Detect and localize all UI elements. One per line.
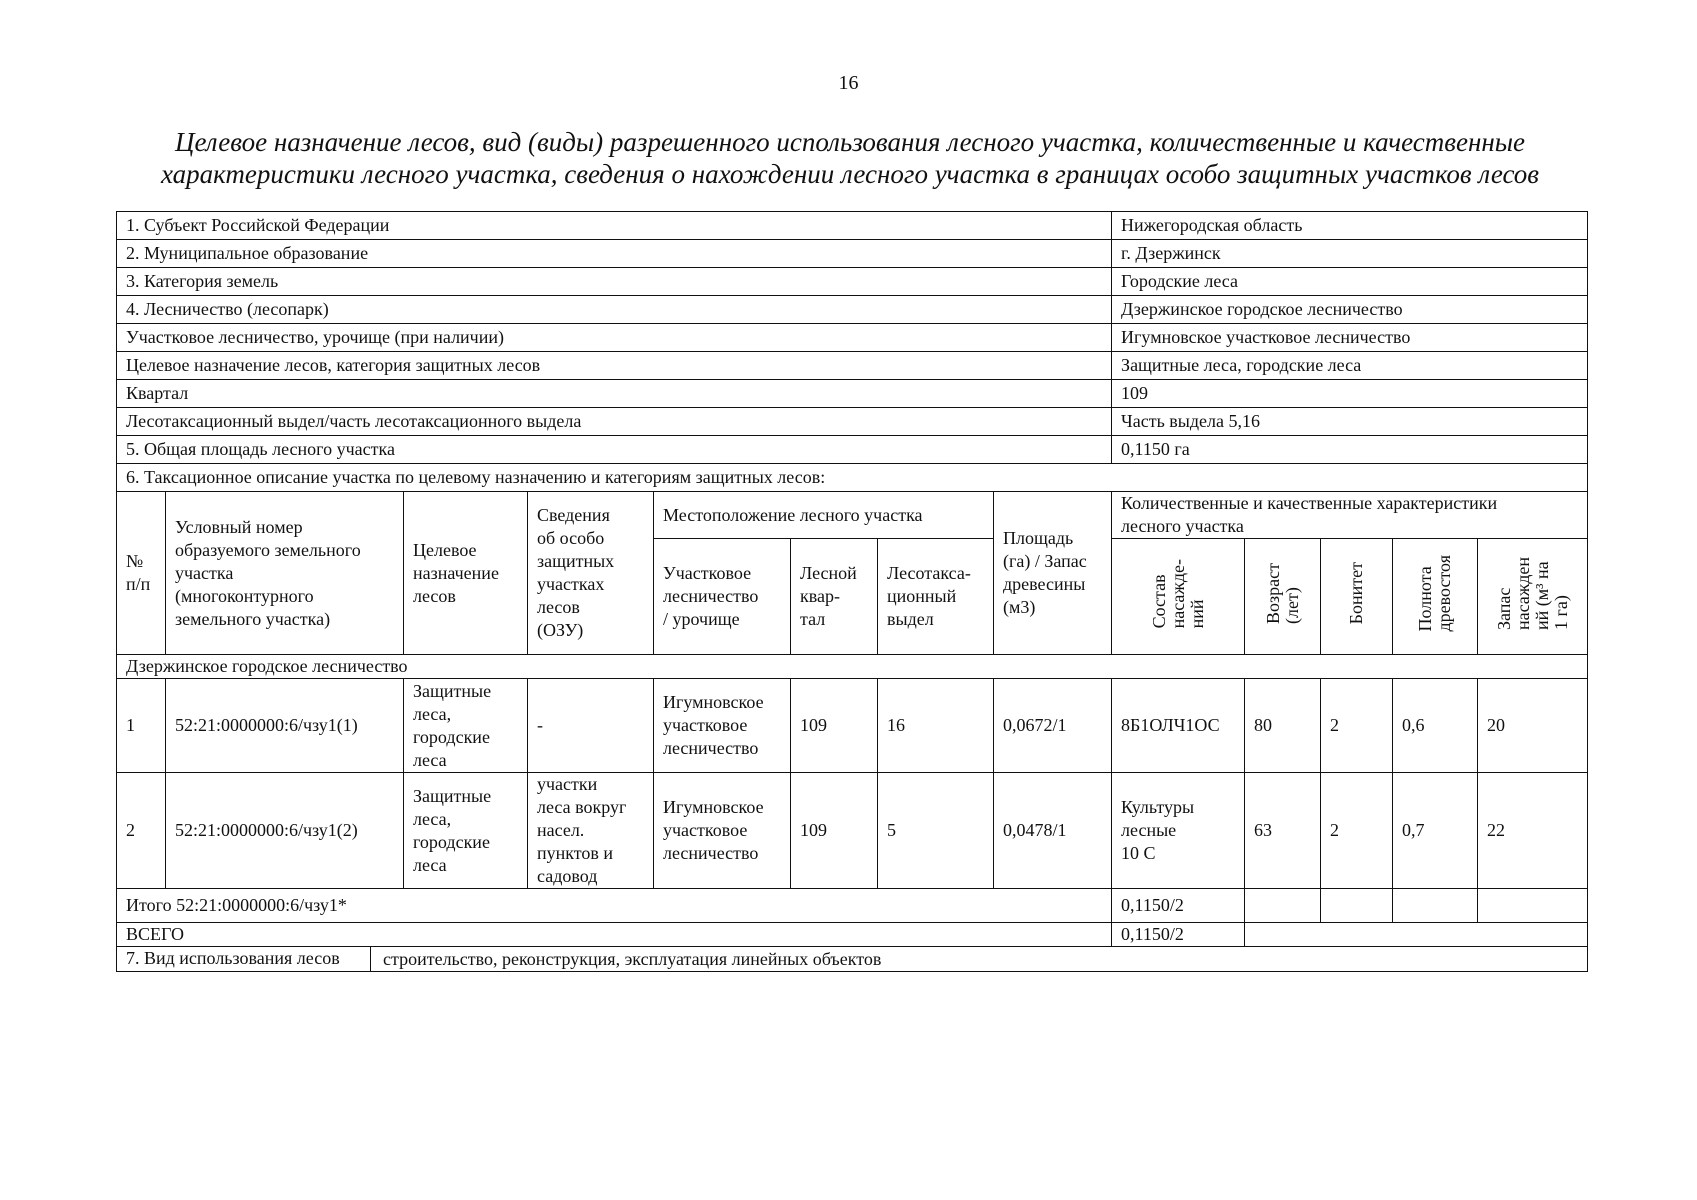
subtotal-empty xyxy=(1245,889,1321,923)
header-stock: Запас насажден ий (м³ на 1 га) xyxy=(1493,556,1571,631)
row-quarter: 109 xyxy=(791,679,878,773)
header-bonitet-cell xyxy=(1321,539,1393,655)
row-stock: 22 xyxy=(1478,773,1588,889)
info-value: Дзержинское городское лесничество xyxy=(1112,296,1588,324)
info-row xyxy=(117,352,1588,380)
row-district: Игумновское участковое лесничество xyxy=(654,679,791,773)
info-row xyxy=(117,380,1588,408)
usage-row xyxy=(117,947,1588,972)
row-bonitet: 2 xyxy=(1321,773,1393,889)
row-composition: Культуры лесные 10 С xyxy=(1112,773,1245,889)
info-row xyxy=(117,324,1588,352)
row-density: 0,6 xyxy=(1393,679,1478,773)
usage-cell xyxy=(117,947,1588,972)
total-area: 0,1150/2 xyxy=(1112,923,1245,947)
section-6-title: 6. Таксационное описание участка по целевому назначению и категориям защитных лесов: xyxy=(117,464,1588,492)
row-ozu: - xyxy=(528,679,654,773)
row-age: 63 xyxy=(1245,773,1321,889)
info-value: Городские леса xyxy=(1112,268,1588,296)
header-age-cell xyxy=(1245,539,1321,655)
title-line-1: Целевое назначение лесов, вид (виды) разрешенного использования лесного участка, количественные и качественные xyxy=(174,127,1525,157)
header-age: Возраст (лет) xyxy=(1262,563,1302,624)
row-stock: 20 xyxy=(1478,679,1588,773)
info-value: 109 xyxy=(1112,380,1588,408)
section-6-title-row xyxy=(117,464,1588,492)
subtotal-row xyxy=(117,889,1588,923)
info-value: 0,1150 га xyxy=(1112,436,1588,464)
header-cond-number: Условный номер образуемого земельного участка (многоконтурного земельного участка) xyxy=(166,492,404,655)
header-stock-cell xyxy=(1478,539,1588,655)
header-section: Лесотакса- ционный выдел xyxy=(878,539,994,655)
row-bonitet: 2 xyxy=(1321,679,1393,773)
subtotal-area: 0,1150/2 xyxy=(1112,889,1245,923)
header-composition: Состав насажде- ний xyxy=(1148,558,1207,629)
row-area: 0,0478/1 xyxy=(994,773,1112,889)
document-title xyxy=(100,126,1600,190)
usage-label: 7. Вид использования лесов xyxy=(117,947,371,971)
info-label: 1. Субъект Российской Федерации xyxy=(117,212,1112,240)
info-row xyxy=(117,212,1588,240)
header-area: Площадь (га) / Запас древесины (м3) xyxy=(994,492,1112,655)
row-age: 80 xyxy=(1245,679,1321,773)
info-value: Защитные леса, городские леса xyxy=(1112,352,1588,380)
row-cond-number: 52:21:0000000:6/чзу1(2) xyxy=(166,773,404,889)
info-label: Лесотаксационный выдел/часть лесотаксационного выдела xyxy=(117,408,1112,436)
info-label: 3. Категория земель xyxy=(117,268,1112,296)
row-section: 5 xyxy=(878,773,994,889)
header-purpose: Целевое назначение лесов xyxy=(404,492,528,655)
header-composition-cell xyxy=(1112,539,1245,655)
row-purpose: Защитные леса, городские леса xyxy=(404,679,528,773)
table-row xyxy=(117,773,1588,889)
header-district: Участковое лесничество / урочище xyxy=(654,539,791,655)
page-number: 16 xyxy=(838,72,859,94)
total-row xyxy=(117,923,1588,947)
info-row xyxy=(117,436,1588,464)
subtotal-empty xyxy=(1478,889,1588,923)
info-value: Нижегородская область xyxy=(1112,212,1588,240)
info-row xyxy=(117,408,1588,436)
forest-plot-table xyxy=(116,211,1588,972)
total-empty xyxy=(1245,923,1588,947)
info-label: 4. Лесничество (лесопарк) xyxy=(117,296,1112,324)
header-density-cell xyxy=(1393,539,1478,655)
header-num: № п/п xyxy=(117,492,166,655)
info-value: Игумновское участковое лесничество xyxy=(1112,324,1588,352)
forestry-name: Дзержинское городское лесничество xyxy=(117,655,1588,679)
row-cond-number: 52:21:0000000:6/чзу1(1) xyxy=(166,679,404,773)
info-row xyxy=(117,240,1588,268)
usage-value: строительство, реконструкция, эксплуатация линейных объектов xyxy=(383,948,882,969)
row-num: 1 xyxy=(117,679,166,773)
row-section: 16 xyxy=(878,679,994,773)
header-bonitet: Бонитет xyxy=(1346,562,1367,625)
row-composition: 8Б1ОЛЧ1ОС xyxy=(1112,679,1245,773)
subtotal-empty xyxy=(1393,889,1478,923)
info-label: 2. Муниципальное образование xyxy=(117,240,1112,268)
header-location-group: Местоположение лесного участка xyxy=(654,492,994,539)
row-num: 2 xyxy=(117,773,166,889)
info-value: Часть выдела 5,16 xyxy=(1112,408,1588,436)
row-purpose: Защитные леса, городские леса xyxy=(404,773,528,889)
forestry-row xyxy=(117,655,1588,679)
title-line-2: характеристики лесного участка, сведения о нахождении лесного участка в границах особо защитных участков лесов xyxy=(160,159,1539,189)
header-density: Полнота древостоя xyxy=(1415,555,1455,632)
table-row xyxy=(117,679,1588,773)
total-label: ВСЕГО xyxy=(117,923,1112,947)
row-district: Игумновское участковое лесничество xyxy=(654,773,791,889)
header-characteristics-group: Количественные и качественные характеристики лесного участка xyxy=(1112,492,1588,539)
info-label: Целевое назначение лесов, категория защитных лесов xyxy=(117,352,1112,380)
header-quarter: Лесной квар- тал xyxy=(791,539,878,655)
table-header-row xyxy=(117,492,1588,539)
header-ozu: Сведения об особо защитных участках лесов (ОЗУ) xyxy=(528,492,654,655)
info-label: 5. Общая площадь лесного участка xyxy=(117,436,1112,464)
row-quarter: 109 xyxy=(791,773,878,889)
subtotal-empty xyxy=(1321,889,1393,923)
info-label: Участковое лесничество, урочище (при наличии) xyxy=(117,324,1112,352)
info-label: Квартал xyxy=(117,380,1112,408)
info-row xyxy=(117,296,1588,324)
info-row xyxy=(117,268,1588,296)
row-ozu: участки леса вокруг насел. пунктов и садовод xyxy=(528,773,654,889)
row-density: 0,7 xyxy=(1393,773,1478,889)
subtotal-label: Итого 52:21:0000000:6/чзу1* xyxy=(117,889,1112,923)
row-area: 0,0672/1 xyxy=(994,679,1112,773)
info-value: г. Дзержинск xyxy=(1112,240,1588,268)
